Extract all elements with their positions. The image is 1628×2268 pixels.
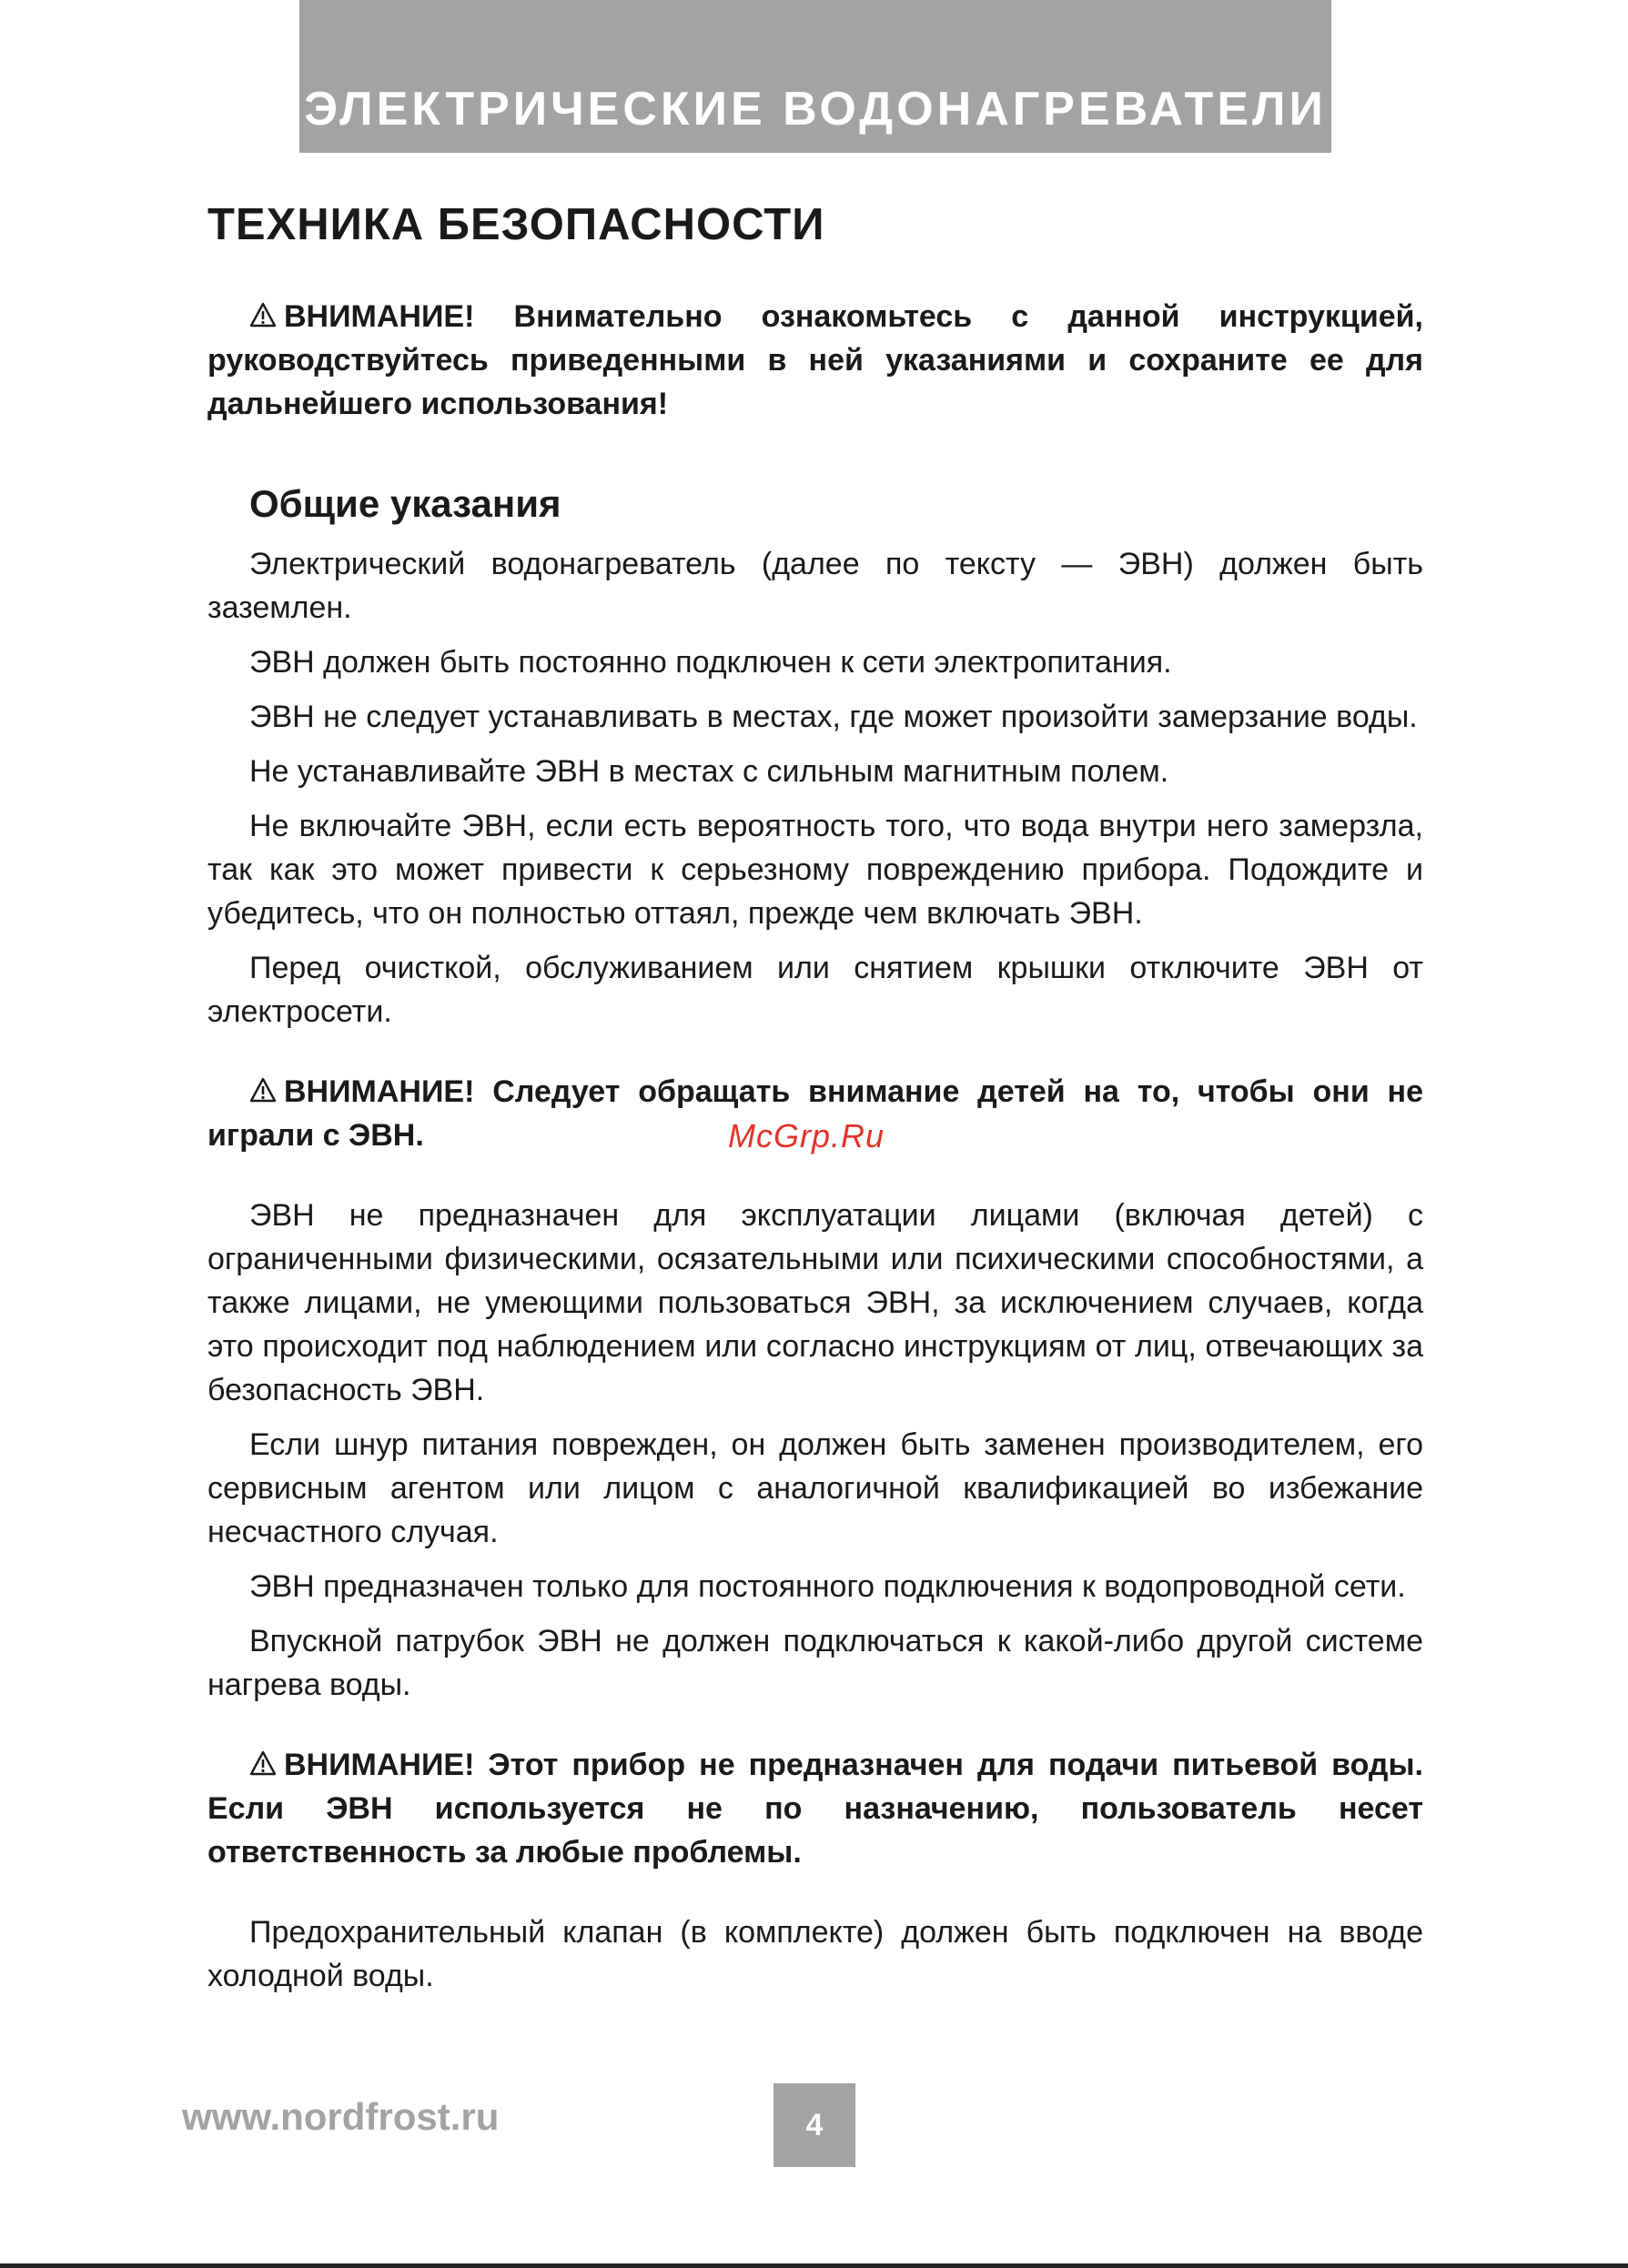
page-number: 4 bbox=[774, 2083, 855, 2167]
paragraph: Не устанавливайте ЭВН в местах с сильным магнитным полем. bbox=[249, 754, 1169, 789]
watermark: McGrp.Ru bbox=[728, 1117, 885, 1154]
warning-label: ВНИМАНИЕ! bbox=[284, 1074, 475, 1109]
page-title: ТЕХНИКА БЕЗОПАСНОСТИ bbox=[207, 200, 825, 249]
footer-url[interactable]: www.nordfrost.ru bbox=[182, 2095, 500, 2138]
paragraph: Предохранительный клапан (в комплекте) должен быть подключен на вводе холодной воды. bbox=[207, 1915, 1423, 1993]
warning-paragraph-3 bbox=[207, 1743, 1423, 1874]
header-band bbox=[299, 0, 1331, 153]
page-content bbox=[207, 193, 1423, 1998]
section-title-general: Общие указания bbox=[249, 482, 561, 525]
header-title: ЭЛЕКТРИЧЕСКИЕ ВОДОНАГРЕВАТЕЛИ bbox=[304, 83, 1327, 136]
paragraph: ЭВН не предназначен для эксплуатации лицами (включая детей) с ограниченными физическими, осязательными или психическими способностями, а также лицами, не умеющими пользоваться ЭВН, за исключением случаев, когда это происходит под наблюдением или согласно инструкциям от лиц, отвечающих за безопасность ЭВН. bbox=[207, 1198, 1423, 1407]
warning-label: ВНИМАНИЕ! bbox=[284, 1748, 475, 1782]
paragraph: ЭВН предназначен только для постоянного подключения к водопроводной сети. bbox=[249, 1569, 1406, 1604]
warning-triangle-icon bbox=[249, 1076, 277, 1104]
paragraph: Не включайте ЭВН, если есть вероятность того, что вода внутри него замерзла, так как это может привести к серьезному повреждению прибора. Подождите и убедитесь, что он полностью оттаял, прежде чем включать ЭВН. bbox=[207, 809, 1423, 931]
warning-triangle-icon bbox=[249, 301, 277, 328]
warning-text: Этот прибор не предназначен для подачи питьевой воды. Если ЭВН используется не по назначению, пользователь несет ответственность за любые проблемы. bbox=[207, 1748, 1423, 1870]
warning-triangle-icon bbox=[249, 1749, 277, 1777]
paragraph: Перед очисткой, обслуживанием или снятием крышки отключите ЭВН от электросети. bbox=[207, 951, 1423, 1029]
paragraph: Впускной патрубок ЭВН не должен подключаться к какой-либо другой системе нагрева воды. bbox=[207, 1624, 1423, 1702]
warning-label: ВНИМАНИЕ! bbox=[284, 299, 475, 334]
paragraph: ЭВН не следует устанавливать в местах, где может произойти замерзание воды. bbox=[249, 700, 1418, 734]
warning-text: Следует обращать внимание детей на то, чтобы они не играли с ЭВН. bbox=[207, 1074, 1423, 1153]
bottom-divider bbox=[0, 2263, 1628, 2268]
warning-paragraph-1 bbox=[207, 295, 1423, 426]
paragraph: Если шнур питания поврежден, он должен быть заменен производителем, его сервисным агентом или лицом с аналогичной квалификацией во избежание несчастного случая. bbox=[207, 1427, 1423, 1549]
paragraph: Электрический водонагреватель (далее по тексту — ЭВН) должен быть заземлен. bbox=[207, 547, 1423, 625]
warning-text: Внимательно ознакомьтесь с данной инструкцией, руководствуйтесь приведенными в ней указаниями и сохраните ее для дальнейшего использования! bbox=[207, 299, 1423, 421]
paragraph: ЭВН должен быть постоянно подключен к сети электропитания. bbox=[249, 645, 1172, 680]
